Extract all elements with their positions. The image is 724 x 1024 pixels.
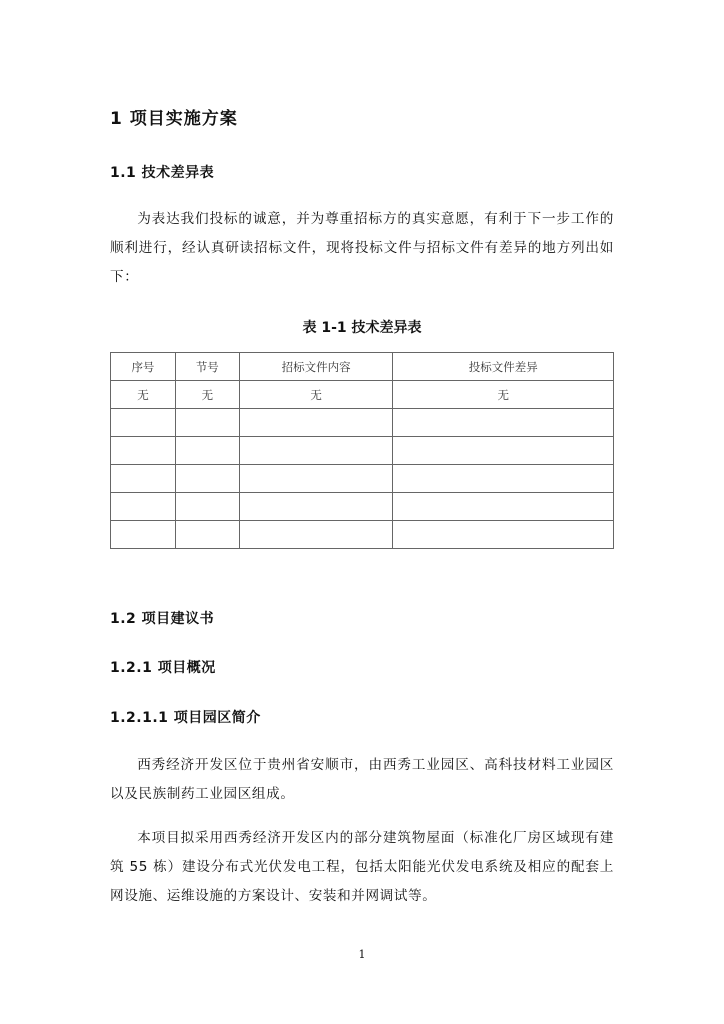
table-cell	[393, 465, 614, 493]
table-row	[111, 381, 614, 409]
table-row	[111, 437, 614, 465]
heading-technical-difference: 1.1 技术差异表	[110, 165, 215, 181]
table-cell	[111, 465, 176, 493]
table-cell: 无	[175, 381, 239, 409]
table-cell	[239, 437, 393, 465]
intro-paragraph: 为表达我们投标的诚意，并为尊重招标方的真实意愿，有利于下一步工作的顺利进行，经认真研读招标文件，现将投标文件与招标文件有差异的地方列出如下：	[110, 211, 614, 285]
table-cell	[111, 437, 176, 465]
table-cell	[175, 409, 239, 437]
table-cell	[393, 437, 614, 465]
park-paragraph: 西秀经济开发区位于贵州省安顺市，由西秀工业园区、高科技材料工业园区以及民族制药工业园区组成。	[110, 757, 614, 802]
header-tender-content: 招标文件内容	[239, 353, 393, 381]
table-cell	[175, 493, 239, 521]
table-cell	[175, 437, 239, 465]
table-row	[111, 521, 614, 549]
difference-table	[110, 352, 614, 549]
table-row	[111, 409, 614, 437]
table-row	[111, 465, 614, 493]
table-cell	[111, 409, 176, 437]
heading-park-introduction: 1.2.1.1 项目园区简介	[110, 710, 261, 726]
table-cell	[393, 521, 614, 549]
table-cell	[175, 465, 239, 493]
heading-project-proposal: 1.2 项目建议书	[110, 611, 215, 627]
table-cell: 无	[239, 381, 393, 409]
table-row	[111, 493, 614, 521]
table-caption: 表 1-1 技术差异表	[302, 320, 422, 336]
header-bid-difference: 投标文件差异	[393, 353, 614, 381]
heading-project-overview: 1.2.1 项目概况	[110, 660, 216, 676]
heading-project-implementation: 1 项目实施方案	[110, 109, 238, 129]
table-header-row	[111, 353, 614, 381]
table-cell	[111, 521, 176, 549]
table-cell: 无	[111, 381, 176, 409]
project-paragraph: 本项目拟采用西秀经济开发区内的部分建筑物屋面（标准化厂房区域现有建筑 55 栋）建设分布式光伏发电工程，包括太阳能光伏发电系统及相应的配套上网设施、运维设施的方案设计、安装和并网调试等。	[110, 830, 614, 904]
table-cell	[111, 493, 176, 521]
page-number: 1	[358, 948, 366, 961]
header-seq-no: 序号	[111, 353, 176, 381]
table-cell	[239, 493, 393, 521]
table-cell	[393, 493, 614, 521]
table-cell: 无	[393, 381, 614, 409]
table-cell	[175, 521, 239, 549]
table-cell	[239, 409, 393, 437]
header-section-no: 节号	[175, 353, 239, 381]
table-cell	[239, 521, 393, 549]
table-cell	[393, 409, 614, 437]
table-cell	[239, 465, 393, 493]
